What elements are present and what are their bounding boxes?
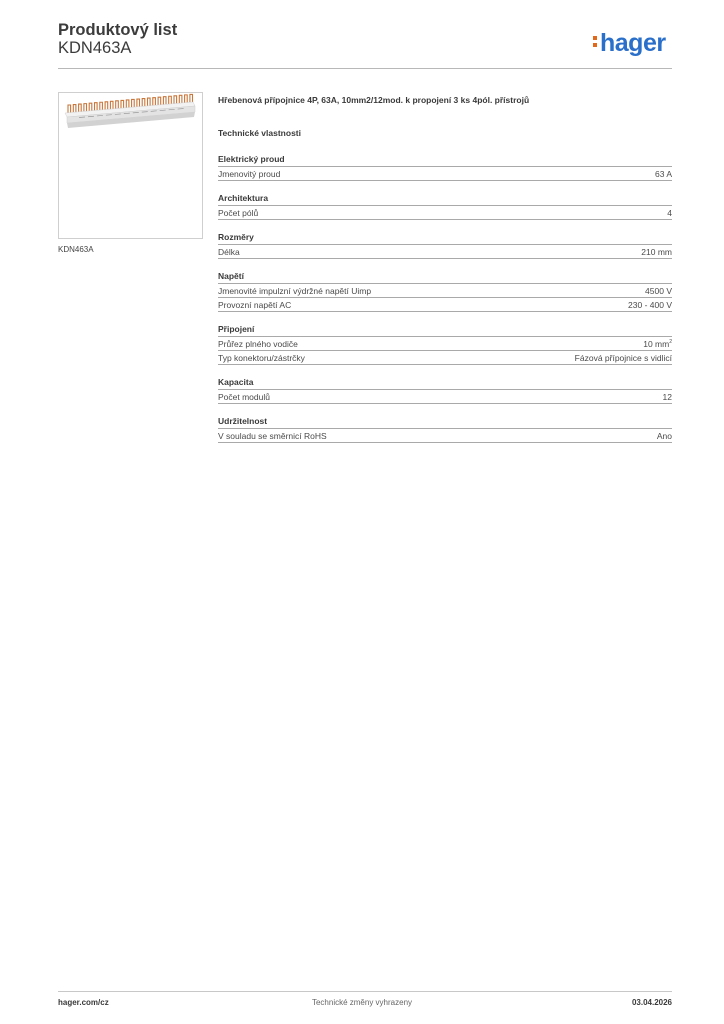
spec-value-text: Ano: [656, 431, 672, 441]
spec-value: [657, 431, 672, 442]
busbar-picture: [59, 93, 202, 238]
spec-section: [218, 325, 672, 365]
spec-label: Délka: [218, 247, 240, 257]
spec-row: [218, 284, 672, 298]
spec-section-title: Napětí: [218, 272, 672, 284]
spec-row: [218, 206, 672, 220]
spec-label: Jmenovité impulzní výdržné napětí Uimp: [218, 286, 372, 296]
product-description: Hřebenová přípojnice 4P, 63A, 10mm2/12mod. k propojení 3 ks 4pól. přístrojů: [218, 95, 530, 105]
spec-section: [218, 378, 672, 404]
spec-row: [218, 390, 672, 404]
spec-value-text: Fázová přípojnice s vidlicí: [574, 353, 672, 363]
spec-value: [643, 339, 672, 350]
spec-section-title: Udržitelnost: [218, 417, 672, 429]
specification-table: [218, 155, 672, 443]
spec-label: Provozní napětí AC: [218, 300, 292, 310]
footer-divider: [58, 991, 672, 992]
spec-label: Průřez plného vodiče: [218, 339, 298, 349]
spec-value: [663, 392, 672, 403]
spec-value: [575, 353, 672, 364]
spec-value: [641, 247, 672, 258]
spec-section-title: Připojení: [218, 325, 672, 337]
product-details: [218, 95, 672, 456]
spec-section: [218, 155, 672, 181]
header-divider: [58, 68, 672, 69]
page-title: Produktový list: [58, 21, 178, 39]
spec-value-text: 12: [662, 392, 672, 402]
spec-value-superscript: 2: [669, 339, 672, 346]
spec-value-text: 4500 V: [645, 286, 672, 296]
spec-section-title: Elektrický proud: [218, 155, 672, 167]
spec-label: Počet modulů: [218, 392, 270, 402]
footer-note: Technické změny vyhrazeny: [311, 998, 413, 1007]
spec-section: [218, 233, 672, 259]
image-caption: KDN463A: [58, 245, 94, 254]
spec-value-text: 10 mm: [643, 339, 670, 349]
spec-section: [218, 272, 672, 312]
spec-label: Jmenovitý proud: [218, 169, 281, 179]
spec-row: [218, 245, 672, 259]
spec-section-title: Kapacita: [218, 378, 672, 390]
spec-value-text: 4: [667, 208, 672, 218]
spec-row: [218, 429, 672, 443]
spec-row: [218, 298, 672, 312]
logo-text: hager: [600, 29, 666, 57]
spec-section-title: Architektura: [218, 194, 672, 206]
spec-value-text: 210 mm: [641, 247, 672, 257]
technical-properties-heading: Technické vlastnosti: [218, 128, 301, 138]
logo-colon-icon: [593, 33, 598, 50]
spec-row: [218, 337, 672, 351]
spec-value-text: 230 - 400 V: [628, 300, 672, 310]
product-code: KDN463A: [58, 39, 132, 57]
spec-value: [655, 169, 672, 180]
spec-row: [218, 167, 672, 181]
product-image: [58, 92, 203, 239]
spec-label: Počet pólů: [218, 208, 259, 218]
spec-value: [645, 286, 672, 297]
spec-section: [218, 417, 672, 443]
spec-label: Typ konektoru/zástrčky: [218, 353, 305, 363]
spec-label: V souladu se směrnicí RoHS: [218, 431, 327, 441]
spec-value: [628, 300, 672, 311]
spec-value: [667, 208, 672, 219]
spec-row: [218, 351, 672, 365]
footer-date: 03.04.2026: [631, 998, 672, 1007]
footer-website: hager.com/cz: [58, 998, 109, 1007]
spec-value-text: 63 A: [654, 169, 672, 179]
spec-section-title: Rozměry: [218, 233, 672, 245]
hager-logo: [593, 29, 666, 58]
spec-section: [218, 194, 672, 220]
